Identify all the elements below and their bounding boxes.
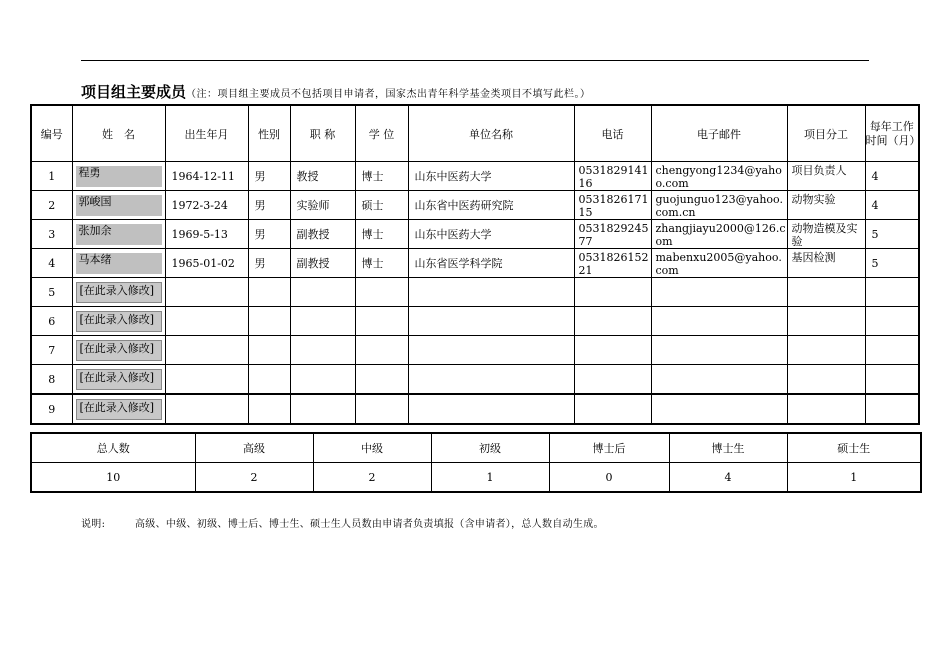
title-cell [290, 336, 355, 365]
gender-cell [248, 365, 290, 395]
title-cell [290, 307, 355, 336]
role-cell [787, 365, 865, 395]
header-org: 单位名称 [408, 105, 574, 162]
birth-cell [165, 336, 248, 365]
birth-cell [165, 278, 248, 307]
phone-cell [574, 336, 651, 365]
name-input[interactable]: [在此录入修改] [76, 369, 162, 390]
table-row [31, 394, 919, 424]
phone-cell [574, 191, 651, 220]
header-months: 每年工作时间（月） [865, 105, 919, 162]
email-text: chengyong1234@yahoo.com [655, 164, 782, 188]
row-no: 5 [31, 278, 72, 307]
header-phone: 电话 [574, 105, 651, 162]
members-header-row [31, 105, 919, 162]
name-cell[interactable] [72, 191, 165, 220]
name-input[interactable]: [在此录入修改] [76, 311, 162, 332]
name-input[interactable]: 张加余 [76, 224, 162, 245]
org-cell [408, 365, 574, 395]
role-text: 动物实验 [791, 193, 836, 206]
gender-cell [248, 278, 290, 307]
explanation [81, 515, 604, 530]
email-cell [651, 162, 787, 191]
explanation-text: 高级、中级、初级、博士后、博士生、硕士生人员数由申请者负责填报（含申请者），总人数自动生成。 [135, 519, 604, 530]
email-cell [651, 249, 787, 278]
summary-header-intermediate: 中级 [313, 433, 431, 463]
title-cell: 教授 [290, 162, 355, 191]
section-heading [81, 81, 591, 102]
name-input[interactable]: 马本绪 [76, 253, 162, 274]
degree-cell [355, 394, 408, 424]
section-title: 项目组主要成员 [81, 83, 187, 101]
email-text: mabenxu2005@yahoo.com [655, 251, 782, 275]
birth-cell [165, 365, 248, 395]
row-no: 7 [31, 336, 72, 365]
birth-cell [165, 307, 248, 336]
phone-cell [574, 249, 651, 278]
name-cell[interactable] [72, 365, 165, 395]
title-cell [290, 278, 355, 307]
role-text: 项目负责人 [791, 164, 847, 177]
org-cell [408, 278, 574, 307]
months-cell [865, 336, 919, 365]
email-text: guojunguo123@yahoo.com.cn [655, 193, 783, 217]
role-cell [787, 191, 865, 220]
header-no: 编号 [31, 105, 72, 162]
summary-header-row [31, 433, 921, 463]
org-cell: 山东省医学科学院 [408, 249, 574, 278]
degree-cell [355, 336, 408, 365]
row-no: 9 [31, 394, 72, 424]
org-cell [408, 307, 574, 336]
table-row [31, 336, 919, 365]
org-cell [408, 336, 574, 365]
birth-cell: 1969-5-13 [165, 220, 248, 249]
phone-cell [574, 220, 651, 249]
gender-cell: 男 [248, 162, 290, 191]
header-email: 电子邮件 [651, 105, 787, 162]
summary-postdoc-value[interactable]: 0 [549, 463, 669, 493]
summary-header-postdoc: 博士后 [549, 433, 669, 463]
org-cell [408, 394, 574, 424]
role-cell [787, 162, 865, 191]
email-cell [651, 365, 787, 395]
gender-cell: 男 [248, 249, 290, 278]
header-birth: 出生年月 [165, 105, 248, 162]
gender-cell: 男 [248, 191, 290, 220]
phone-text: 053182617115 [578, 193, 649, 217]
degree-cell: 博士 [355, 162, 408, 191]
summary-header-master: 硕士生 [787, 433, 921, 463]
months-cell: 5 [865, 220, 919, 249]
months-cell [865, 278, 919, 307]
phone-cell [574, 162, 651, 191]
name-cell[interactable] [72, 394, 165, 424]
table-row [31, 162, 919, 191]
gender-cell: 男 [248, 220, 290, 249]
months-cell: 4 [865, 162, 919, 191]
name-cell[interactable] [72, 336, 165, 365]
email-cell [651, 307, 787, 336]
degree-cell: 博士 [355, 249, 408, 278]
email-cell [651, 220, 787, 249]
members-table [30, 104, 920, 425]
degree-cell: 硕士 [355, 191, 408, 220]
table-row [31, 249, 919, 278]
degree-cell [355, 307, 408, 336]
months-cell: 5 [865, 249, 919, 278]
top-rule [81, 60, 869, 61]
row-no: 6 [31, 307, 72, 336]
months-cell [865, 365, 919, 395]
birth-cell [165, 394, 248, 424]
degree-cell: 博士 [355, 220, 408, 249]
name-cell[interactable] [72, 249, 165, 278]
row-no: 1 [31, 162, 72, 191]
email-cell [651, 278, 787, 307]
summary-senior-value[interactable]: 2 [195, 463, 313, 493]
name-input[interactable]: 郭峻国 [76, 195, 162, 216]
table-row [31, 220, 919, 249]
birth-cell: 1972-3-24 [165, 191, 248, 220]
email-cell [651, 336, 787, 365]
email-text: zhangjiayu2000@126.com [655, 222, 786, 246]
header-title: 职 称 [290, 105, 355, 162]
phone-text: 053182924577 [578, 222, 649, 246]
table-row [31, 365, 919, 395]
summary-header-phd: 博士生 [669, 433, 787, 463]
summary-phd-value[interactable]: 4 [669, 463, 787, 493]
header-role: 项目分工 [787, 105, 865, 162]
degree-cell [355, 365, 408, 395]
months-cell [865, 307, 919, 336]
phone-cell [574, 278, 651, 307]
phone-text: 053182914116 [578, 164, 649, 188]
months-cell [865, 394, 919, 424]
org-cell: 山东省中医药研究院 [408, 191, 574, 220]
degree-cell [355, 278, 408, 307]
summary-master-value[interactable]: 1 [787, 463, 921, 493]
row-no: 2 [31, 191, 72, 220]
name-cell[interactable] [72, 307, 165, 336]
phone-text: 053182615221 [578, 251, 649, 275]
header-degree: 学 位 [355, 105, 408, 162]
row-no: 3 [31, 220, 72, 249]
name-input[interactable]: [在此录入修改] [76, 340, 162, 361]
role-text: 基因检测 [791, 251, 836, 264]
name-input[interactable]: [在此录入修改] [76, 282, 162, 303]
title-cell [290, 365, 355, 395]
role-cell [787, 220, 865, 249]
birth-cell: 1965-01-02 [165, 249, 248, 278]
phone-cell [574, 365, 651, 395]
title-cell [290, 394, 355, 424]
phone-cell [574, 394, 651, 424]
header-name: 姓 名 [72, 105, 165, 162]
role-cell [787, 249, 865, 278]
summary-table [30, 432, 922, 493]
role-cell [787, 394, 865, 424]
name-cell[interactable] [72, 162, 165, 191]
email-cell [651, 394, 787, 424]
name-cell[interactable] [72, 220, 165, 249]
row-no: 8 [31, 365, 72, 395]
gender-cell [248, 336, 290, 365]
summary-header-junior: 初级 [431, 433, 549, 463]
summary-intermediate-value[interactable]: 2 [313, 463, 431, 493]
gender-cell [248, 307, 290, 336]
title-cell: 副教授 [290, 249, 355, 278]
phone-cell [574, 307, 651, 336]
explanation-label: 说明: [81, 519, 106, 530]
summary-header-senior: 高级 [195, 433, 313, 463]
role-text: 动物造模及实验 [791, 222, 858, 246]
email-cell [651, 191, 787, 220]
summary-header-total: 总人数 [31, 433, 195, 463]
name-input[interactable]: [在此录入修改] [76, 399, 162, 420]
gender-cell [248, 394, 290, 424]
summary-junior-value[interactable]: 1 [431, 463, 549, 493]
role-cell [787, 336, 865, 365]
title-cell: 副教授 [290, 220, 355, 249]
role-cell [787, 278, 865, 307]
title-cell: 实验师 [290, 191, 355, 220]
row-no: 4 [31, 249, 72, 278]
months-cell: 4 [865, 191, 919, 220]
section-note: （注：项目组主要成员不包括项目申请者，国家杰出青年科学基金类项目不填写此栏。） [186, 89, 591, 100]
org-cell: 山东中医药大学 [408, 162, 574, 191]
name-cell[interactable] [72, 278, 165, 307]
org-cell: 山东中医药大学 [408, 220, 574, 249]
header-gender: 性别 [248, 105, 290, 162]
summary-total-value: 10 [31, 463, 195, 493]
table-row [31, 307, 919, 336]
summary-value-row [31, 463, 921, 493]
birth-cell: 1964-12-11 [165, 162, 248, 191]
name-input[interactable]: 程勇 [76, 166, 162, 187]
table-row [31, 278, 919, 307]
role-cell [787, 307, 865, 336]
table-row [31, 191, 919, 220]
